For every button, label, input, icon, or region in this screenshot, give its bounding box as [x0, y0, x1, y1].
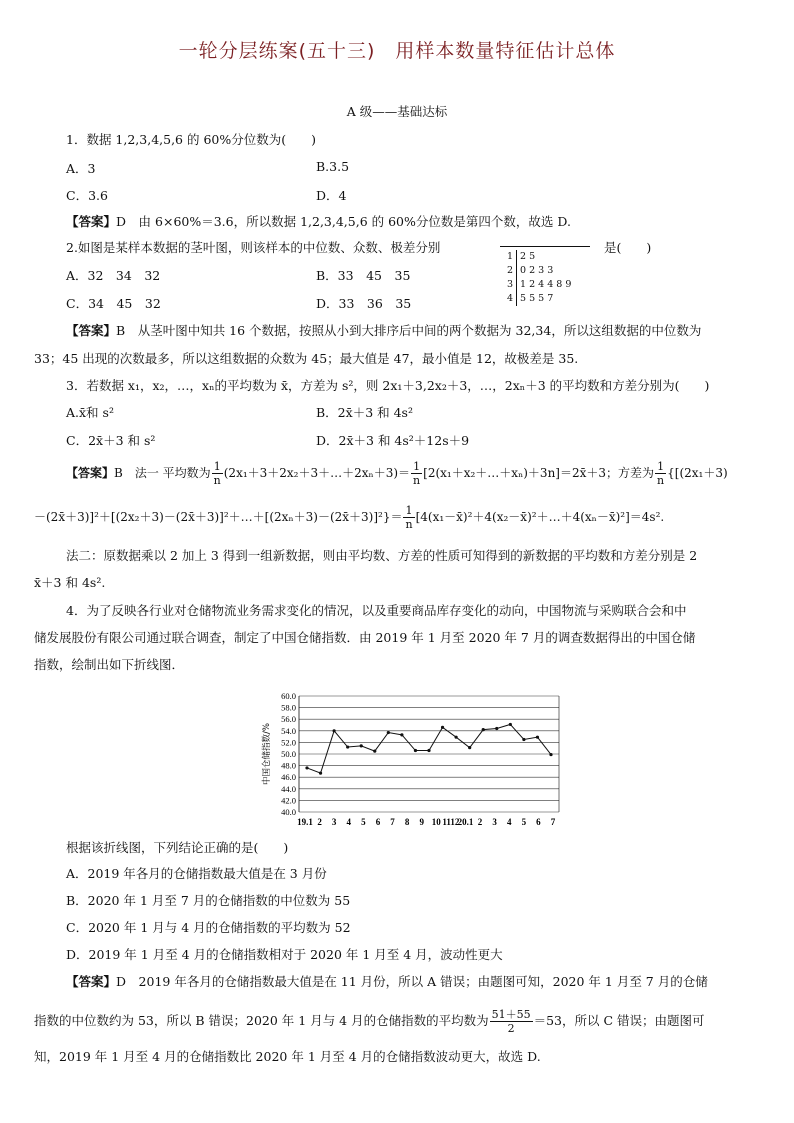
frac-num: 1 — [212, 460, 223, 474]
stem-leaf-row — [500, 264, 574, 278]
q2-option-a: A．32 34 32 — [66, 268, 161, 283]
q4-answer-line2 — [34, 1008, 705, 1035]
q3-answer-part-b: (2x₁＋3＋2x₂＋3＋…＋2xₙ＋3)＝ — [223, 466, 411, 480]
q4-answer-part-a: 指数的中位数约为 53，所以 B 错误；2020 年 1 月与 4 月的仓储指数的平均数为 — [34, 1013, 489, 1028]
y-tick-label: 44.0 — [281, 783, 296, 794]
q3-answer-part-a: B 法一 平均数为 — [114, 466, 211, 480]
data-point — [400, 733, 403, 736]
q3-stem: 3．若数据 x₁，x₂，…，xₙ的平均数为 x̄，方差为 s²，则 2x₁＋3,2x₂＋3，…，2xₙ＋3 的平均数和方差分别为( ) — [66, 378, 710, 393]
q3-answer-line2 — [34, 504, 664, 531]
q1-answer-text: D 由 6×60%＝3.6，所以数据 1,2,3,4,5,6 的 60%分位数是第四个数，故选 D. — [116, 214, 571, 229]
data-point — [495, 727, 498, 730]
x-tick-label: 3 — [331, 817, 337, 827]
q1-option-a: A．3 — [66, 161, 96, 176]
answer-tag: 【答案】 — [66, 323, 117, 338]
x-tick-label: 10 — [431, 817, 441, 827]
q2-stem: 2.如图是某样本数据的茎叶图，则该样本的中位数、众数、极差分别 — [66, 240, 441, 255]
y-tick-label: 60.0 — [281, 691, 296, 701]
leaf-values: 1 2 4 4 8 9 — [520, 279, 572, 290]
stem-value: 1 — [500, 250, 517, 264]
q3-answer-part-d: {[(2x₁＋3) — [667, 466, 728, 480]
q2-option-c: C．34 45 32 — [66, 296, 161, 311]
q4-option-b: B．2020 年 1 月至 7 月的仓储指数的中位数为 55 — [66, 893, 351, 908]
x-tick-label: 5 — [361, 817, 366, 827]
leaf-values: 0 2 3 3 — [520, 265, 554, 276]
fraction-1-over-n — [403, 504, 414, 531]
answer-tag: 【答案】 — [66, 214, 117, 229]
data-point — [549, 753, 552, 756]
data-point — [427, 749, 430, 752]
frac-num: 1 — [403, 504, 414, 518]
frac-den: n — [657, 474, 665, 487]
q3-option-a: A.x̄和 s² — [66, 405, 114, 420]
stem-leaf-table — [500, 250, 574, 306]
data-point — [482, 728, 485, 731]
y-tick-label: 54.0 — [281, 725, 296, 736]
data-point — [441, 726, 444, 729]
data-point — [346, 745, 349, 748]
q3-option-d: D．2x̄＋3 和 4s²＋12s＋9 — [316, 433, 470, 448]
data-point — [509, 723, 512, 726]
data-point — [468, 746, 471, 749]
y-tick-label: 46.0 — [281, 772, 296, 783]
fraction-avg — [490, 1008, 533, 1035]
x-tick-label: 5 — [521, 817, 527, 827]
x-tick-label: 3 — [492, 817, 497, 827]
data-point — [319, 772, 322, 775]
y-tick-label: 52.0 — [281, 737, 296, 748]
q3-method2-line2: x̄＋3 和 4s². — [34, 575, 106, 590]
stem-value: 3 — [500, 278, 517, 292]
x-tick-label: 2 — [477, 817, 483, 827]
q2-option-b: B．33 45 35 — [316, 268, 411, 283]
q1-option-c: C．3.6 — [66, 188, 108, 203]
q3-option-c: C．2x̄＋3 和 s² — [66, 433, 156, 448]
q4-option-a: A．2019 年各月的仓储指数最大值是在 3 月份 — [66, 866, 327, 881]
q1-option-b: B.3.5 — [316, 159, 350, 174]
leaf-values: 2 5 — [520, 251, 536, 262]
x-tick-label: 7 — [550, 817, 556, 827]
frac-den: n — [213, 474, 221, 487]
q2-answer-text-1: B 从茎叶图中知共 16 个数据，按照从小到大排序后中间的两个数据为 32,34，所以这组数据的中位数为 — [116, 323, 702, 338]
stem-leaf-top-rule — [500, 246, 590, 247]
page-title: 一轮分层练案(五十三) 用样本数量特征估计总体 — [178, 40, 616, 62]
frac-num: 51＋55 — [491, 1008, 531, 1021]
q4-answer-line1 — [66, 972, 708, 990]
q3-answer-part-c: [2(x₁＋x₂＋…＋xₙ)＋3n]＝2x̄＋3；方差为 — [423, 466, 655, 480]
q4-answer-text-1: D 2019 年各月的仓储指数最大值是在 11 月份，所以 A 错误；由题图可知，2020 年 1 月至 7 月的仓储 — [116, 974, 708, 989]
x-tick-label: 4 — [506, 817, 512, 827]
q3-option-b: B．2x̄＋3 和 4s² — [316, 405, 413, 420]
q1-option-d: D．4 — [316, 188, 347, 203]
y-tick-label: 50.0 — [281, 749, 296, 759]
q3-answer-part-f: [4(x₁－x̄)²＋4(x₂－x̄)²＋…＋4(xₙ－x̄)²]＝4s². — [415, 510, 665, 524]
x-tick-label: 20.1 — [457, 817, 474, 827]
section-level: A 级——基础达标 — [346, 104, 448, 119]
q2-answer-line2: 33；45 出现的次数最多，所以这组数据的众数为 45；最大值是 47，最小值是 12，故极差是 35. — [34, 351, 579, 366]
stem-leaf-row — [500, 278, 574, 292]
x-tick-label: 7 — [390, 817, 395, 827]
data-point — [360, 744, 363, 747]
data-point — [387, 731, 390, 734]
data-point — [373, 750, 376, 753]
answer-tag: 【答案】 — [66, 466, 115, 480]
q4-option-d: D．2019 年 1 月至 4 月的仓储指数相对于 2020 年 1 月至 4 月，波动性更大 — [66, 947, 503, 962]
data-point — [305, 766, 308, 769]
y-tick-label: 48.0 — [281, 760, 296, 771]
data-point — [455, 736, 458, 739]
x-tick-label: 6 — [375, 817, 381, 827]
leaf-values: 5 5 5 7 — [520, 293, 554, 304]
y-axis-label: 中国仓储指数/% — [262, 723, 272, 785]
q2-option-d: D．33 36 35 — [316, 296, 412, 311]
chart-svg — [257, 690, 567, 832]
y-tick-label: 58.0 — [281, 702, 296, 713]
frac-num: 1 — [655, 460, 666, 474]
x-tick-label: 2 — [317, 817, 322, 827]
fraction-1-over-n — [411, 460, 422, 487]
q1-stem: 1．数据 1,2,3,4,5,6 的 60%分位数为( ) — [66, 132, 316, 147]
x-tick-label: 6 — [536, 817, 541, 827]
line-chart — [257, 690, 567, 832]
x-tick-label: 9 — [419, 817, 424, 827]
q3-method2-line1: 法二：原数据乘以 2 加上 3 得到一组新数据，则由平均数、方差的性质可知得到的新数据的平均数和方差分别是 2 — [66, 548, 698, 563]
data-point — [522, 738, 525, 741]
frac-num: 1 — [411, 460, 422, 474]
q3-answer-part-e: －(2x̄＋3)]²＋[(2x₂＋3)－(2x̄＋3)]²＋…＋[(2xₙ＋3)－(2x̄＋3)]²}＝ — [34, 510, 403, 524]
answer-tag: 【答案】 — [66, 974, 117, 989]
q4-answer-line3: 知，2019 年 1 月至 4 月的仓储指数比 2020 年 1 月至 4 月的仓储指数波动更大，故选 D. — [34, 1049, 541, 1064]
stem-leaf-row — [500, 250, 574, 264]
y-tick-label: 40.0 — [281, 807, 296, 817]
q4-option-c: C．2020 年 1 月与 4 月的仓储指数的平均数为 52 — [66, 920, 351, 935]
q2-stem-end: 是( ) — [604, 240, 652, 255]
q1-answer — [66, 212, 571, 230]
stem-value: 2 — [500, 264, 517, 278]
data-point — [333, 729, 336, 732]
y-tick-label: 56.0 — [281, 714, 296, 725]
y-tick-label: 42.0 — [281, 795, 296, 806]
data-point — [414, 749, 417, 752]
fraction-1-over-n — [212, 460, 223, 487]
q3-answer-line1 — [66, 460, 728, 487]
x-tick-label: 1112 — [442, 817, 460, 827]
q4-stem-line3: 指数，绘制出如下折线图． — [34, 657, 185, 672]
q4-question: 根据该折线图，下列结论正确的是( ) — [66, 840, 289, 855]
frac-den: n — [405, 518, 413, 531]
q4-stem-line2: 储发展股份有限公司通过联合调查，制定了中国仓储指数．由 2019 年 1 月至 2020 年 7 月的调查数据得出的中国仓储 — [34, 630, 696, 645]
frac-den: 2 — [507, 1022, 515, 1035]
q2-answer-line1 — [66, 321, 701, 339]
fraction-1-over-n — [655, 460, 666, 487]
x-tick-label: 8 — [404, 817, 410, 827]
data-point — [536, 736, 539, 739]
frac-den: n — [413, 474, 421, 487]
x-tick-label: 19.1 — [297, 817, 313, 827]
q4-stem-line1: 4．为了反映各行业对仓储物流业务需求变化的情况，以及重要商品库存变化的动向，中国物流与采购联合会和中 — [66, 603, 687, 618]
stem-leaf-row — [500, 292, 574, 306]
stem-leaf-plot — [500, 250, 574, 306]
stem-value: 4 — [500, 292, 517, 306]
q4-answer-part-b: ＝53，所以 C 错误；由题图可 — [533, 1013, 705, 1028]
x-tick-label: 4 — [346, 817, 352, 827]
